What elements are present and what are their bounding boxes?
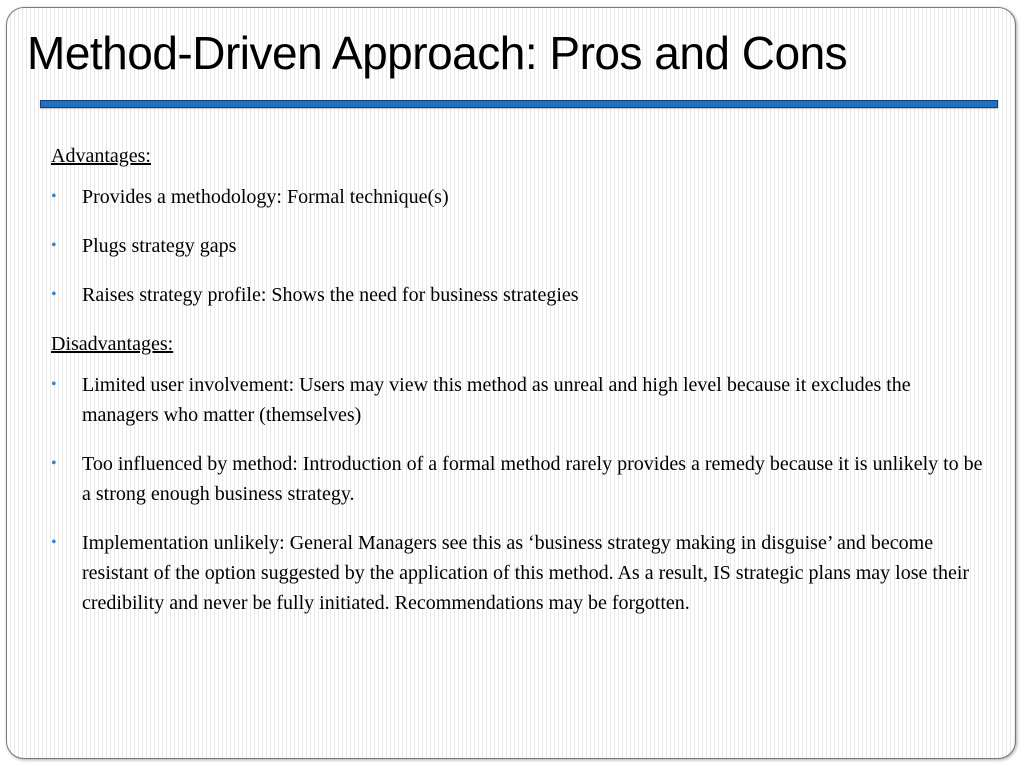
advantage-text: Provides a methodology: Formal technique(s) [82, 186, 449, 208]
disadvantages-heading: Disadvantages: [51, 333, 174, 355]
disadvantage-text: Implementation unlikely: General Managers see this as ‘business strategy making in disguise’ and become resistant of the option suggested by the application of this method. As a result, IS strategic plans may lose their credibility and never be fully initiated. Recommendations may be forgotten. [82, 532, 970, 614]
disadvantages-list [51, 370, 986, 618]
advantage-text: Plugs strategy gaps [82, 235, 237, 257]
disadvantages-list-item [51, 370, 986, 430]
bullet-dot-icon: • [51, 286, 57, 303]
advantages-list-item [51, 182, 986, 212]
advantages-list [51, 182, 986, 310]
bullet-dot-icon: • [51, 376, 57, 393]
disadvantage-text: Limited user involvement: Users may view this method as unreal and high level because it excludes the managers who matter (themselves) [82, 374, 911, 426]
disadvantage-text: Too influenced by method: Introduction of a formal method rarely provides a remedy because it is unlikely to be a strong enough business strategy. [82, 453, 983, 505]
disadvantages-list-item [51, 528, 986, 618]
title-divider [40, 100, 998, 108]
disadvantages-list-item [51, 449, 986, 509]
bullet-dot-icon: • [51, 534, 57, 551]
bullet-dot-icon: • [51, 188, 57, 205]
slide-frame [6, 7, 1016, 759]
advantages-heading: Advantages: [51, 145, 151, 167]
advantages-list-item [51, 280, 986, 310]
slide-title: Method-Driven Approach: Pros and Cons [27, 27, 848, 79]
advantage-text: Raises strategy profile: Shows the need for business strategies [82, 284, 579, 306]
advantages-list-item [51, 231, 986, 261]
bullet-dot-icon: • [51, 455, 57, 472]
bullet-dot-icon: • [51, 237, 57, 254]
slide-body [51, 141, 986, 637]
